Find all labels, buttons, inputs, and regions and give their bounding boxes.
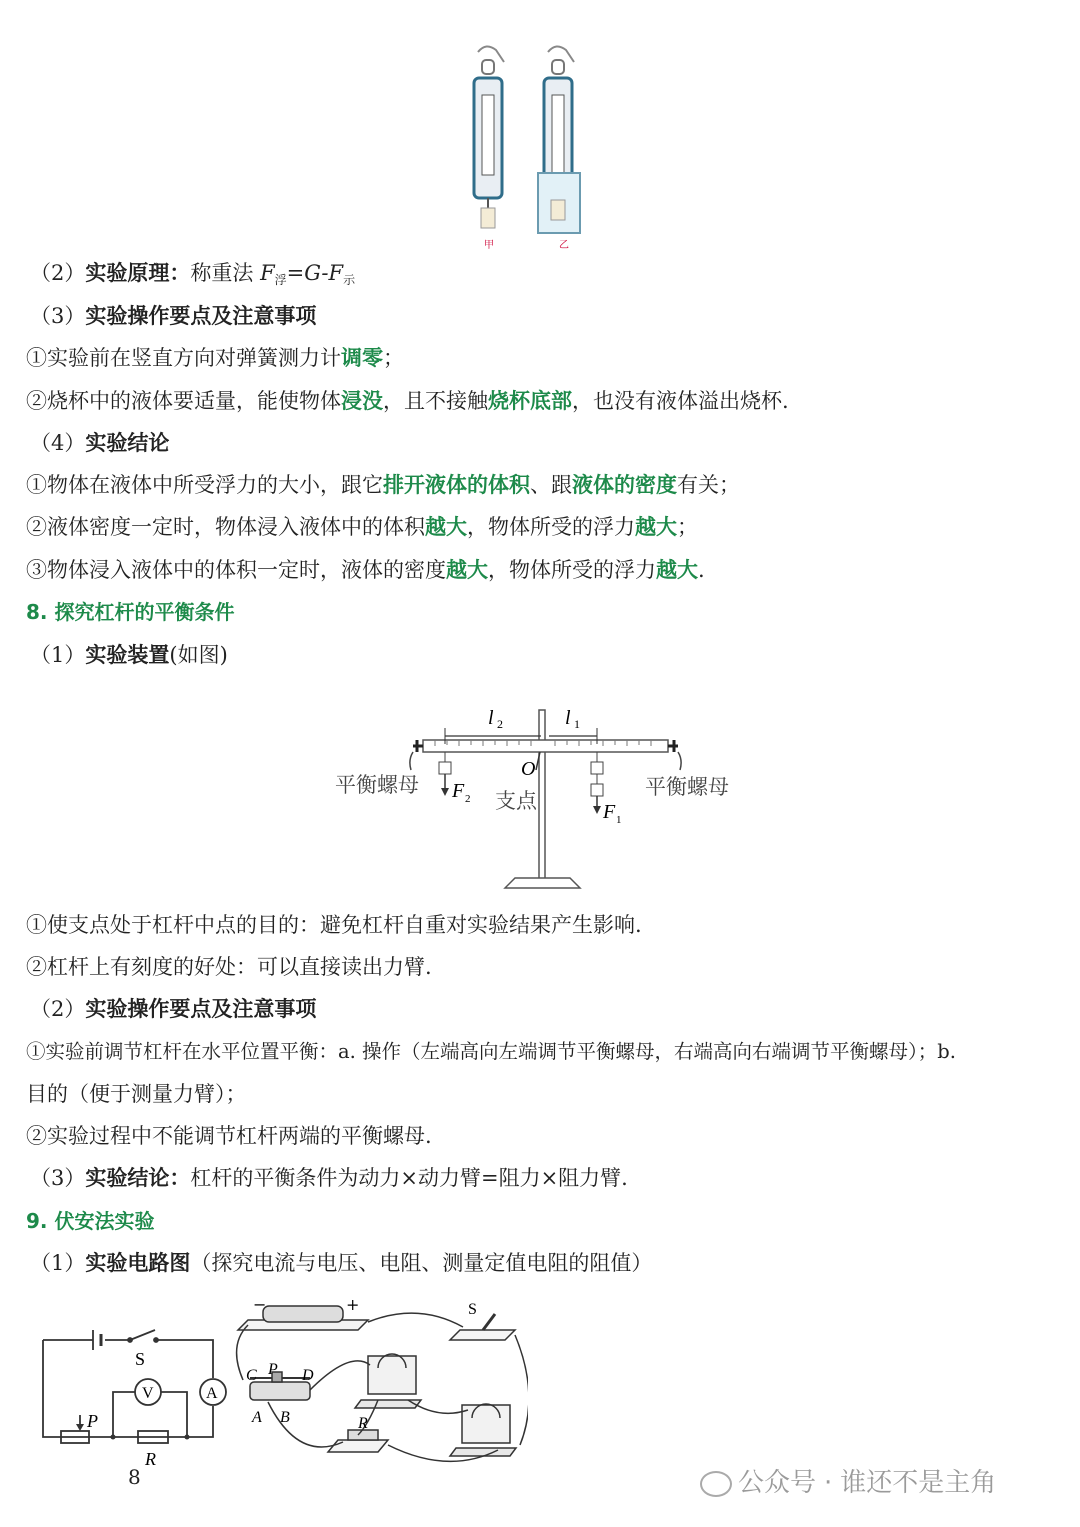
list-item: ②液体密度一定时，物体浸入液体中的体积越大，物体所受的浮力越大； (26, 514, 698, 539)
circuit-label-R: R (145, 1449, 156, 1469)
apparatus-label-C: C (246, 1367, 257, 1384)
apparatus-label-R: R (358, 1415, 368, 1432)
subsection-operations: （2）实验操作要点及注意事项 (30, 996, 317, 1021)
lever-label-l2: l (488, 707, 494, 729)
section-title-9: 9. 伏安法实验 (26, 1209, 155, 1233)
figure-label-yi: 乙 (559, 240, 569, 251)
circuit-label-P: P (87, 1411, 98, 1431)
watermark: 公众号 · 谁还不是主角 (700, 1462, 996, 1499)
spring-scale-figure (460, 40, 620, 255)
apparatus-label-P: P (268, 1361, 278, 1378)
lever-label-O: O (521, 758, 536, 780)
lever-label-F2: F (452, 780, 465, 802)
wechat-icon (700, 1471, 732, 1497)
circuit-label-V: V (142, 1385, 154, 1402)
list-item: ③物体浸入液体中的体积一定时，液体的密度越大，物体所受的浮力越大. (26, 557, 705, 582)
circuit-label-A: A (206, 1385, 218, 1402)
circuit-label-S: S (135, 1349, 146, 1369)
lever-label-nut-left: 平衡螺母 (335, 773, 419, 797)
list-item: ②烧杯中的液体要适量，能使物体浸没，且不接触烧杯底部，也没有液体溢出烧杯. (26, 388, 789, 413)
lever-label-nut-right: 平衡螺母 (645, 775, 729, 799)
apparatus-label-A: A (252, 1409, 262, 1426)
lever-label-l2-sub: 2 (497, 717, 503, 731)
section-heading-operations: （3）实验操作要点及注意事项 (30, 303, 317, 328)
section-heading-conclusion: （4）实验结论 (30, 430, 170, 455)
note-line: ②杠杆上有刻度的好处：可以直接读出力臂. (26, 955, 432, 979)
list-item: ②实验过程中不能调节杠杆两端的平衡螺母. (26, 1124, 432, 1148)
section-title-8: 8. 探究杠杆的平衡条件 (26, 600, 235, 624)
subsection-conclusion: （3）实验结论：杠杆的平衡条件为动力×动力臂=阻力×阻力臂. (30, 1165, 628, 1190)
lever-label-F1-sub: 1 (616, 814, 622, 826)
apparatus-label-minus: − (253, 1295, 267, 1314)
subsection-apparatus: （1）实验装置(如图) (30, 642, 228, 667)
list-item: ①实验前在竖直方向对弹簧测力计调零； (26, 345, 404, 370)
apparatus-label-S: S (468, 1301, 477, 1318)
apparatus-label-D: D (302, 1367, 314, 1384)
list-item: 目的（便于测量力臂）； (26, 1082, 247, 1106)
figure-label-jia: 甲 (484, 240, 494, 251)
note-line: ①使支点处于杠杆中点的目的：避免杠杆自重对实验结果产生影响. (26, 913, 642, 937)
lever-label-l1: l (565, 707, 571, 729)
list-item: ①物体在液体中所受浮力的大小，跟它排开液体的体积、跟液体的密度有关； (26, 472, 740, 497)
lever-label-F2-sub: 2 (465, 793, 471, 805)
apparatus-label-B: B (280, 1409, 290, 1426)
lever-label-F1: F (603, 801, 616, 823)
list-item: ①实验前调节杠杆在水平位置平衡：a. 操作（左端高向左端调节平衡螺母，右端高向右端调节平衡螺母）；b. (26, 1040, 956, 1063)
page-number: 8 (128, 1465, 141, 1489)
circuit-apparatus (228, 1290, 528, 1490)
subsection-circuit: （1）实验电路图（探究电流与电压、电阻、测量定值电阻的阻值） (30, 1250, 653, 1275)
apparatus-label-plus: + (346, 1295, 360, 1314)
lever-figure (335, 690, 755, 895)
lever-label-l1-sub: 1 (574, 717, 580, 731)
principle-line: （2）实验原理：称重法 F浮=G-F示 (30, 260, 356, 287)
lever-label-fulcrum: 支点 (495, 789, 537, 813)
